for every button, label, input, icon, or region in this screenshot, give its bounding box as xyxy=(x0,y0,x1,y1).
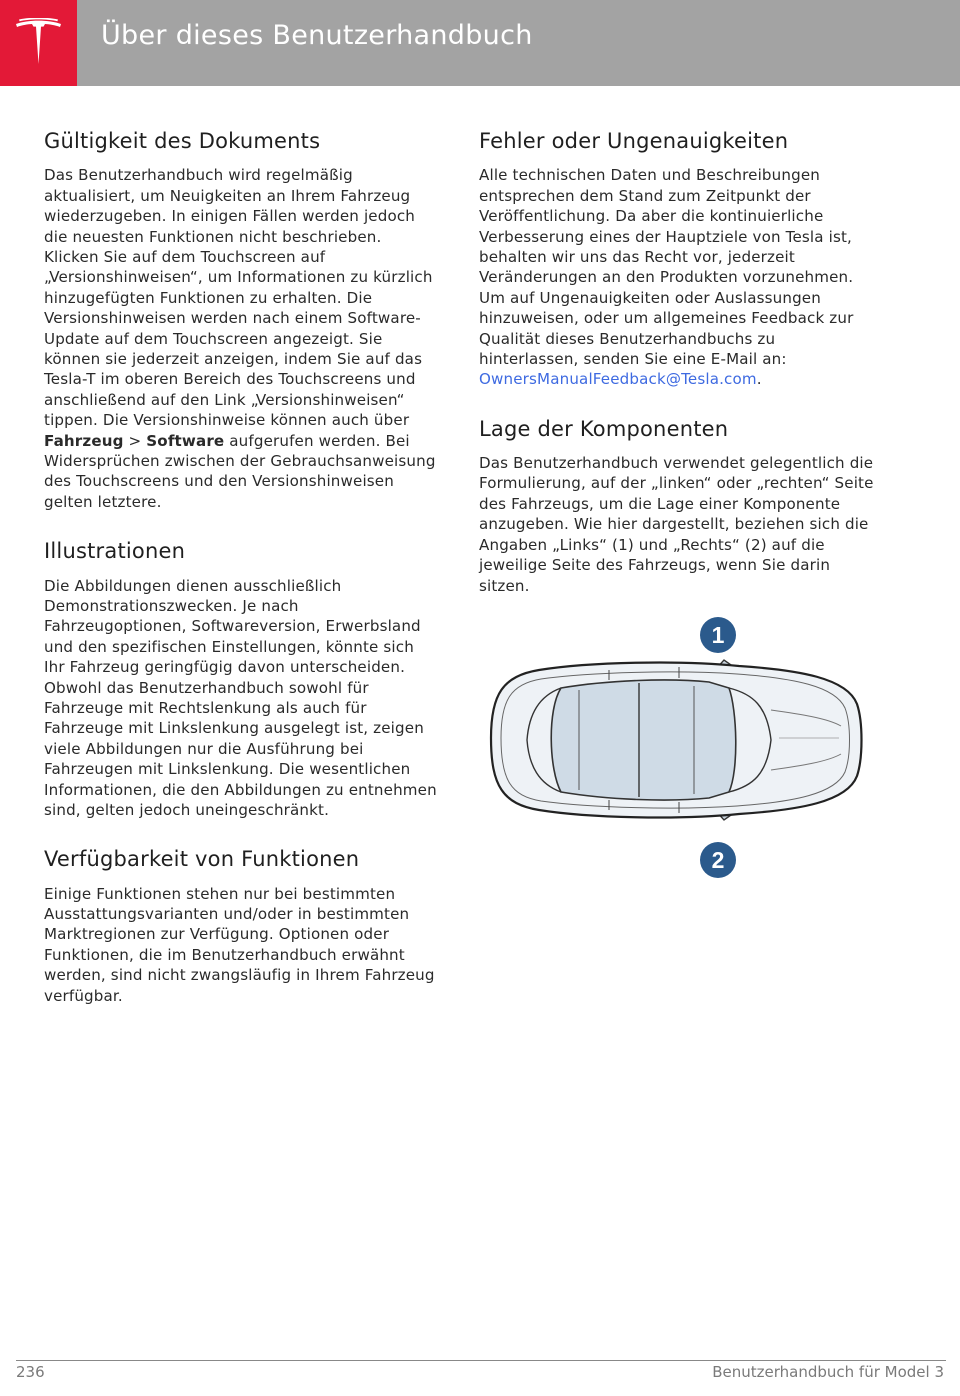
section-heading-errors: Fehler oder Ungenauigkeiten xyxy=(479,129,789,153)
section-heading-feature-availability: Verfügbarkeit von Funktionen xyxy=(44,847,360,872)
page-header xyxy=(0,0,960,86)
callout-1-label: 1 xyxy=(711,621,725,648)
tesla-logo xyxy=(0,0,77,86)
page-title: Über dieses Benutzerhandbuch xyxy=(101,20,533,51)
section-heading-illustrations: Illustrationen xyxy=(44,539,186,564)
car-top-view-figure xyxy=(479,610,879,880)
section-heading-validity: Gültigkeit des Dokuments xyxy=(44,129,321,153)
menu-path-vehicle: Fahrzeug xyxy=(44,431,124,450)
tesla-logo-icon xyxy=(14,18,63,68)
feedback-email-link[interactable]: OwnersManualFeedback@Tesla.com xyxy=(479,370,757,389)
right-column xyxy=(479,128,879,880)
page-number: 236 xyxy=(16,1363,45,1381)
section-text-feature-availability: Einige Funktionen stehen nur bei bestimmten Ausstattungsvarianten und/oder in bestimmten Marktregionen zur Verfügung. Optionen oder Funktionen, die im Benutzerhandbuch erwähnt werden, sind nicht zwangsläufig in Ihrem Fahrzeug verfügbar. xyxy=(44,884,435,1005)
car-top-view-illustration xyxy=(479,610,879,880)
validity-text-part-2: aufgerufen werden. Bei Widersprüchen zwischen der Gebrauchsanweisung des Touchscreens und den Versionshinweisen gelten letztere. xyxy=(44,431,436,511)
left-column xyxy=(44,128,438,1032)
errors-text: Alle technischen Daten und Beschreibungen entsprechen dem Stand zum Zeitpunkt der Veröffentlichung. Da aber die kontinuierliche Verbesserung eines der Hauptziele von Tesla ist, behalten wir uns das Recht vor, jederzeit Veränderungen an den Produkten vorzunehmen. Um auf Ungenauigkeiten oder Auslassungen hinzuweisen, oder um allgemeines Feedback zur Qualität dieses Benutzerhandbuchs zu hinterlassen, senden Sie eine E-Mail an: xyxy=(479,166,854,368)
section-text-validity xyxy=(44,165,438,512)
callout-2-label: 2 xyxy=(711,846,725,873)
footer-divider xyxy=(16,1360,946,1361)
section-text-illustrations: Die Abbildungen dienen ausschließlich Demonstrationszwecken. Je nach Fahrzeugoptionen, Softwareversion, Erwerbsland und den spezifischen Einstellungen, könnte sich Ihr Fahrzeug geringfügig davon unterscheiden. Obwohl das Benutzerhandbuch sowohl für Fahrzeuge mit Rechtslenkung als auch für Fahrzeuge mit Linkslenkung ausgelegt ist, zeigen viele Abbildungen nur die Ausführung bei Fahrzeugen mit Linkslenkung. Die wesentlichen Informationen, die den Abbildungen zu entnehmen sind, gelten jedoch uneingeschränkt. xyxy=(44,576,437,819)
section-text-component-location: Das Benutzerhandbuch verwendet gelegentlich die Formulierung, auf der „linken“ oder „rechten“ Seite des Fahrzeugs, um die Lage einer Komponente anzugeben. Wie hier dargestellt, beziehen sich die Angaben „Links“ (1) und „Rechts“ (2) auf die jeweilige Seite des Fahrzeugs, wenn Sie darin sitzen. xyxy=(479,454,874,595)
footer-manual-title: Benutzerhandbuch für Model 3 xyxy=(712,1363,944,1381)
section-heading-component-location: Lage der Komponenten xyxy=(479,416,729,441)
validity-text-part-1: Das Benutzerhandbuch wird regelmäßig aktualisiert, um Neuigkeiten an Ihrem Fahrzeug wiederzugeben. In einigen Fällen werden jedoch die neuesten Funktionen nicht beschrieben. Klicken Sie auf dem Touchscreen auf „Versionshinweisen“, um Informationen zu kürzlich hinzugefügten Funktionen zu erhalten. Die Versionshinweisen werden nach einem Software-Update auf dem Touchscreen angezeigt. Sie können sie jederzeit anzeigen, indem Sie auf das Tesla-T im oberen Bereich des Touchscreens und anschließend auf den Link „Versionshinweisen“ tippen. Die Versionshinweise können auch über xyxy=(44,166,433,430)
menu-path-separator: > xyxy=(123,431,147,450)
email-period: . xyxy=(756,370,762,389)
section-text-errors xyxy=(479,165,879,389)
menu-path-software: Software xyxy=(146,431,225,450)
